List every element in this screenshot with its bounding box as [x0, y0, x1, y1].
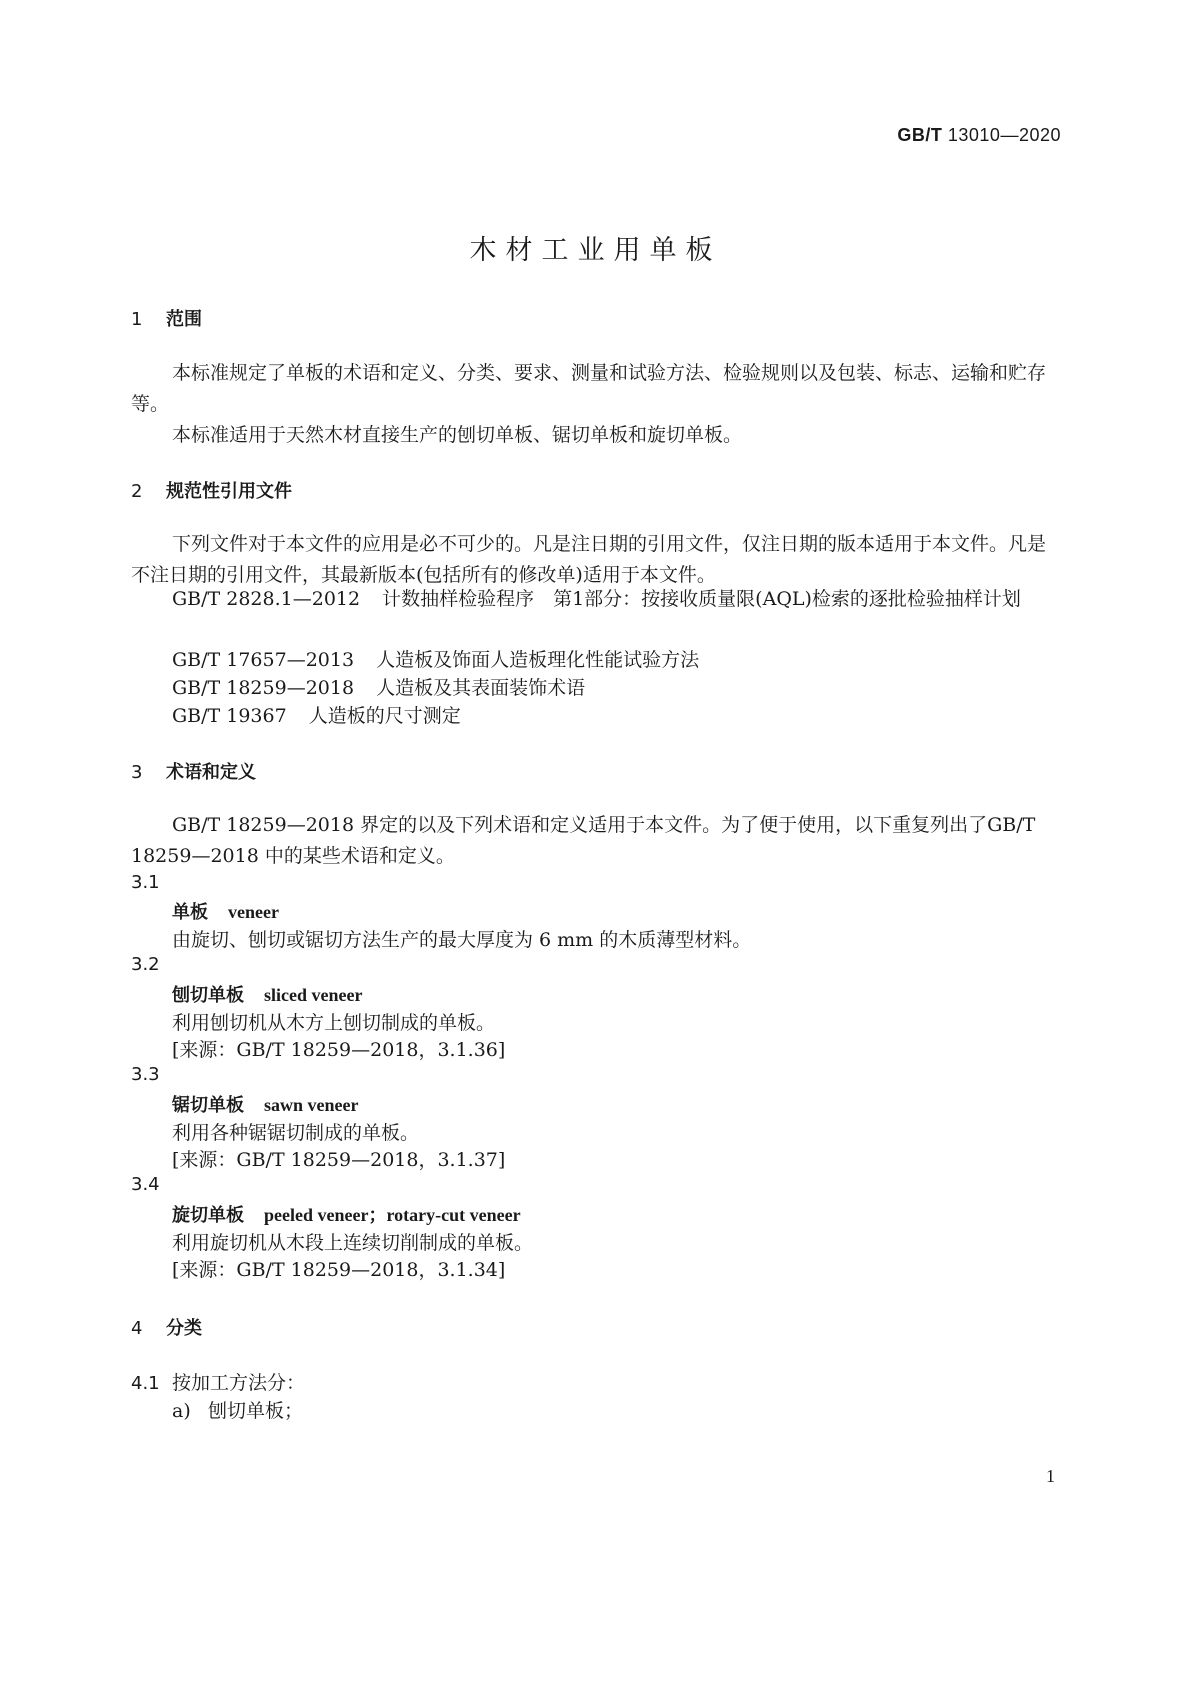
term-heading: [172, 981, 362, 1007]
term-definition: 利用各种锯锯切制成的单板。: [172, 1122, 420, 1144]
term-english: sliced veneer: [264, 985, 363, 1005]
reference-title: 人造板及其表面装饰术语: [376, 677, 586, 699]
section-title: 规范性引用文件: [166, 481, 292, 502]
term-heading: [172, 1091, 358, 1117]
reference-item: [131, 584, 1061, 615]
reference-title: 计数抽样检验程序 第1部分：按接收质量限(AQL)检索的逐批检验抽样计划: [382, 588, 1021, 610]
section-4-heading: [131, 1314, 202, 1340]
term-source: [来源：GB/T 18259—2018，3.1.34]: [172, 1259, 506, 1281]
reference-item: [172, 645, 699, 672]
section-3-heading: [131, 758, 256, 784]
subsection-number: 4.1: [131, 1373, 160, 1394]
term-english: veneer: [228, 902, 279, 922]
section-1-heading: [131, 305, 202, 331]
list-item: [172, 1396, 303, 1423]
list-text: 刨切单板；: [208, 1400, 304, 1422]
section-number: 1: [131, 309, 143, 330]
subsection-4-1: [131, 1368, 305, 1395]
section-2-heading: [131, 477, 292, 503]
standard-code: [897, 125, 1061, 146]
reference-item: [172, 701, 461, 728]
page-number: 1: [1046, 1466, 1055, 1486]
reference-title: 人造板及饰面人造板理化性能试验方法: [376, 649, 700, 671]
term-number: 3.2: [131, 954, 160, 975]
term-chinese: 刨切单板: [172, 985, 244, 1006]
term-english: sawn veneer: [264, 1095, 359, 1115]
term-number: 3.4: [131, 1174, 160, 1195]
section-3-paragraph-1: GB/T 18259—2018 界定的以及下列术语和定义适用于本文件。为了便于使用，以下重复列出了GB/T 18259—2018 中的某些术语和定义。: [131, 814, 1036, 867]
term-heading: [172, 898, 279, 924]
reference-code: GB/T 19367: [172, 705, 287, 727]
term-english: peeled veneer；rotary-cut veneer: [264, 1205, 521, 1225]
section-1-paragraph-2: 本标准适用于天然木材直接生产的刨切单板、锯切单板和旋切单板。: [172, 424, 743, 446]
term-chinese: 单板: [172, 902, 208, 923]
section-title: 分类: [166, 1318, 202, 1339]
term-chinese: 旋切单板: [172, 1205, 244, 1226]
reference-code: GB/T 2828.1—2012: [172, 588, 361, 610]
section-number: 4: [131, 1318, 143, 1339]
term-definition: 利用刨切机从木方上刨切制成的单板。: [172, 1012, 496, 1034]
standard-code-prefix: GB/T: [897, 125, 943, 145]
term-source: [来源：GB/T 18259—2018，3.1.36]: [172, 1039, 506, 1061]
section-number: 3: [131, 762, 143, 783]
section-number: 2: [131, 481, 143, 502]
term-definition: 由旋切、刨切或锯切方法生产的最大厚度为 6 mm 的木质薄型材料。: [172, 929, 752, 951]
section-1-paragraph-1: 本标准规定了单板的术语和定义、分类、要求、测量和试验方法、检验规则以及包装、标志、运输和贮存等。: [131, 362, 1047, 415]
subsection-text: 按加工方法分：: [172, 1372, 306, 1394]
term-number: 3.3: [131, 1064, 160, 1085]
reference-item: [172, 673, 585, 700]
term-source: [来源：GB/T 18259—2018，3.1.37]: [172, 1149, 506, 1171]
reference-code: GB/T 17657—2013: [172, 649, 355, 671]
reference-title: 人造板的尺寸测定: [308, 705, 461, 727]
section-2-paragraph-1: 下列文件对于本文件的应用是必不可少的。凡是注日期的引用文件，仅注日期的版本适用于本文件。凡是不注日期的引用文件，其最新版本(包括所有的修改单)适用于本文件。: [131, 533, 1047, 586]
document-title: 木材工业用单板: [469, 235, 722, 266]
standard-code-number: 13010—2020: [947, 125, 1061, 145]
term-number: 3.1: [131, 872, 160, 893]
list-marker: a): [172, 1400, 191, 1422]
term-heading: [172, 1201, 521, 1227]
section-title: 术语和定义: [166, 762, 256, 783]
section-title: 范围: [166, 309, 202, 330]
term-definition: 利用旋切机从木段上连续切削制成的单板。: [172, 1232, 534, 1254]
term-chinese: 锯切单板: [172, 1095, 244, 1116]
reference-code: GB/T 18259—2018: [172, 677, 355, 699]
